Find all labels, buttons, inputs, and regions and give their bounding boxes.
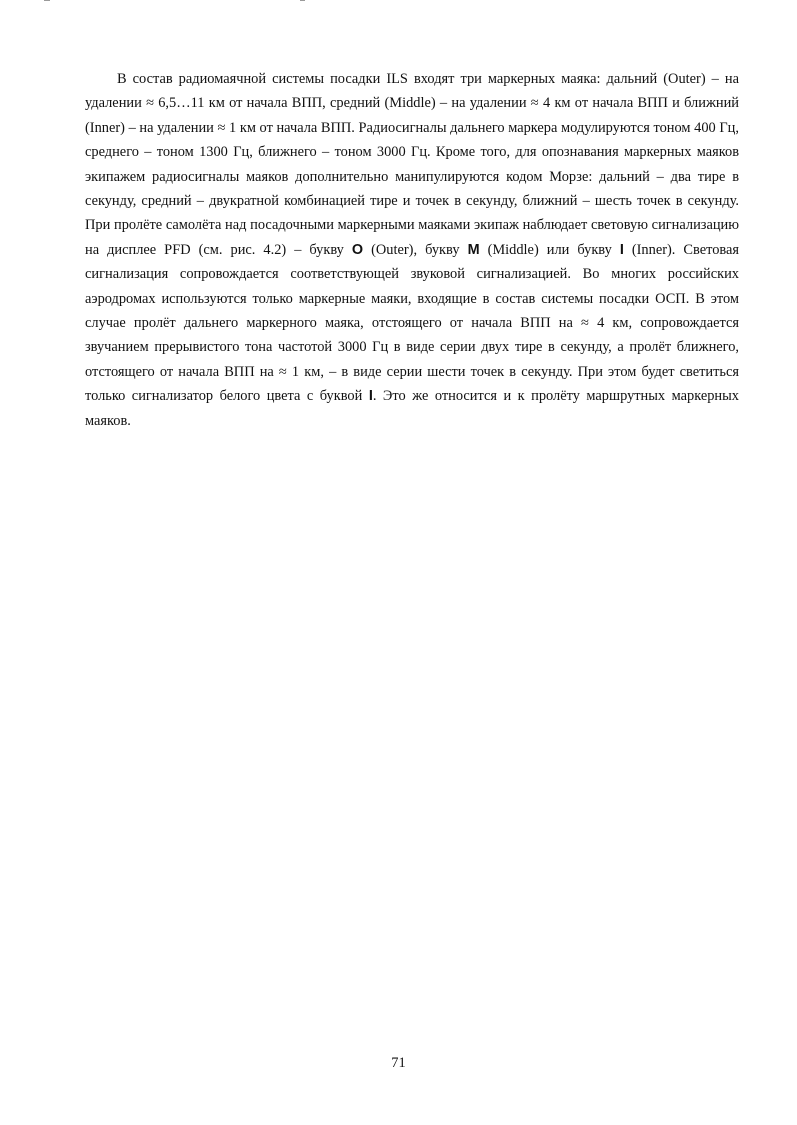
paragraph-text-4: (Inner). Световая сигнализация сопровождается соответствующей звуковой сигнализацией. Во многих российских аэродромах используются только маркерные маяки, входящие в состав системы посадки ОСП. В этом случае пролёт дальнего маркерного маяка, отстоящего от начала ВПП на ≈ 4 км, сопровождается звучанием прерывистого тона частотой 3000 Гц в виде серии двух тире в секунду, а пролёт ближнего, отстоящего от начала ВПП на ≈ 1 км, – в виде серии шести точек в секунду. При этом будет светиться только сигнализатор белого цвета с буквой — [85, 241, 740, 405]
scan-artifact-right — [300, 0, 305, 1]
marker-letter-outer: O — [351, 241, 364, 258]
page-number: 71 — [391, 1055, 406, 1071]
scan-artifact-left — [44, 0, 50, 1]
paragraph-text-5: . Это же относится и к пролёту маршрутных маркерных маяков. — [85, 388, 739, 429]
marker-letter-middle: M — [467, 241, 480, 258]
paragraph-text-3: (Middle) или букву — [479, 241, 620, 258]
marker-letter-white: I — [368, 388, 373, 405]
paragraph-text-2: (Outer), букву — [363, 241, 468, 258]
paragraph-text-1: В состав радиомаячной системы посадки ILS входят три маркерных маяка: дальний (Outer) – на удалении ≈ 6,5…11 км от начала ВПП, средний (Middle) – на удалении ≈ 4 км от начала ВПП и ближний (Inner) – на удалении ≈ 1 км от начала ВПП. Радиосигналы дальнего маркера модулируются тоном 400 Гц, среднего – тоном 1300 Гц, ближнего – тоном 3000 Гц. Кроме того, для опознавания маркерных маяков экипажем радиосигналы маяков дополнительно манипулируются кодом Морзе: дальний – два тире в секунду, средний – двукратной комбинацией тире и точек в секунду, ближний – шесть точек в секунду. При пролёте самолёта над посадочными маркерными маяками экипаж наблюдает световую сигнализацию на дисплее PFD (см. рис. 4.2) – букву — [85, 71, 739, 258]
body-paragraph — [85, 67, 739, 433]
marker-letter-inner: I — [619, 241, 624, 258]
